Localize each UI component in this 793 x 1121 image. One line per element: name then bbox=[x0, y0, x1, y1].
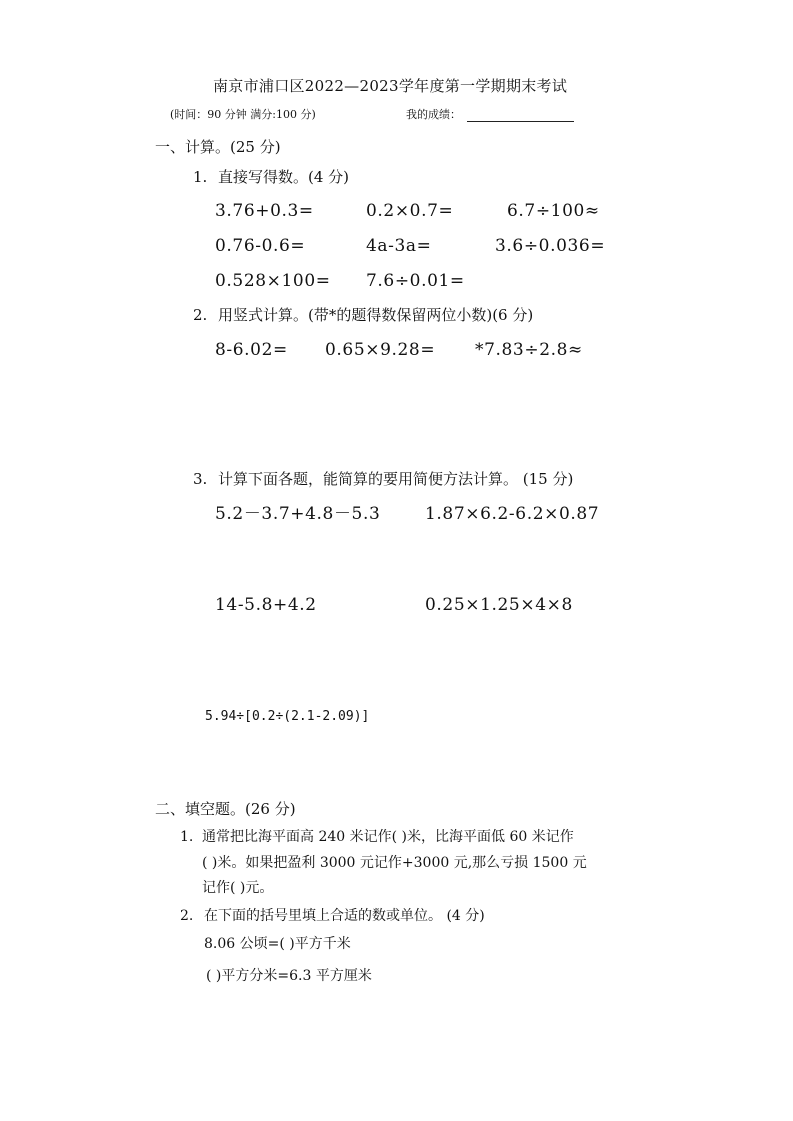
calc-item: 4a-3a= bbox=[366, 236, 432, 256]
unit-fill-item: ( )平方分米=6.3 平方厘米 bbox=[206, 968, 372, 984]
simplify-item: 5.94÷[0.2÷(2.1-2.09)] bbox=[205, 709, 370, 724]
s2-q2-text: 在下面的括号里填上合适的数或单位。 (4 分) bbox=[204, 908, 485, 924]
score-label: 我的成绩： bbox=[406, 108, 461, 121]
s1-q1-label: 1. bbox=[193, 168, 208, 186]
unit-fill-item: 8.06 公顷=( )平方千米 bbox=[204, 936, 351, 952]
section1-heading: 一、计算。(25 分) bbox=[155, 138, 281, 156]
simplify-item: 0.25×1.25×4×8 bbox=[425, 595, 573, 615]
score-blank-line bbox=[467, 121, 574, 122]
s2-q1-line3: 记作( )元。 bbox=[202, 880, 274, 896]
s1-q3-label: 3. bbox=[193, 470, 208, 488]
vertical-calc-item: 8-6.02= bbox=[215, 340, 288, 360]
vertical-calc-item: *7.83÷2.8≈ bbox=[475, 340, 583, 360]
section2-heading: 二、填空题。(26 分) bbox=[155, 800, 296, 818]
s1-q1-text: 直接写得数。(4 分) bbox=[218, 168, 350, 186]
s2-q2-label: 2. bbox=[180, 908, 194, 924]
calc-item: 3.76+0.3= bbox=[215, 201, 314, 221]
calc-item: 3.6÷0.036= bbox=[495, 236, 606, 256]
calc-item: 7.6÷0.01= bbox=[366, 271, 465, 291]
time-info: (时间：90 分钟 满分:100 分) bbox=[170, 108, 316, 121]
s1-q2-text: 用竖式计算。(带*的题得数保留两位小数)(6 分) bbox=[218, 306, 534, 324]
calc-item: 0.76-0.6= bbox=[215, 236, 306, 256]
simplify-item: 5.2－3.7+4.8－5.3 bbox=[215, 504, 381, 524]
s2-q1-label: 1. bbox=[180, 829, 194, 845]
s1-q3-text: 计算下面各题，能简算的要用简便方法计算。 (15 分) bbox=[218, 470, 574, 488]
vertical-calc-item: 0.65×9.28= bbox=[325, 340, 436, 360]
s2-q1-line1: 通常把比海平面高 240 米记作( )米，比海平面低 60 米记作 bbox=[202, 829, 574, 845]
page-title: 南京市浦口区2022—2023学年度第一学期期末考试 bbox=[213, 77, 568, 95]
simplify-item: 14-5.8+4.2 bbox=[215, 595, 317, 615]
simplify-item: 1.87×6.2-6.2×0.87 bbox=[425, 504, 600, 524]
s1-q2-label: 2. bbox=[193, 306, 208, 324]
calc-item: 0.528×100= bbox=[215, 271, 331, 291]
s2-q1-line2: ( )米。如果把盈利 3000 元记作+3000 元,那么亏损 1500 元 bbox=[202, 855, 587, 871]
calc-item: 0.2×0.7= bbox=[366, 201, 454, 221]
calc-item: 6.7÷100≈ bbox=[507, 201, 600, 221]
